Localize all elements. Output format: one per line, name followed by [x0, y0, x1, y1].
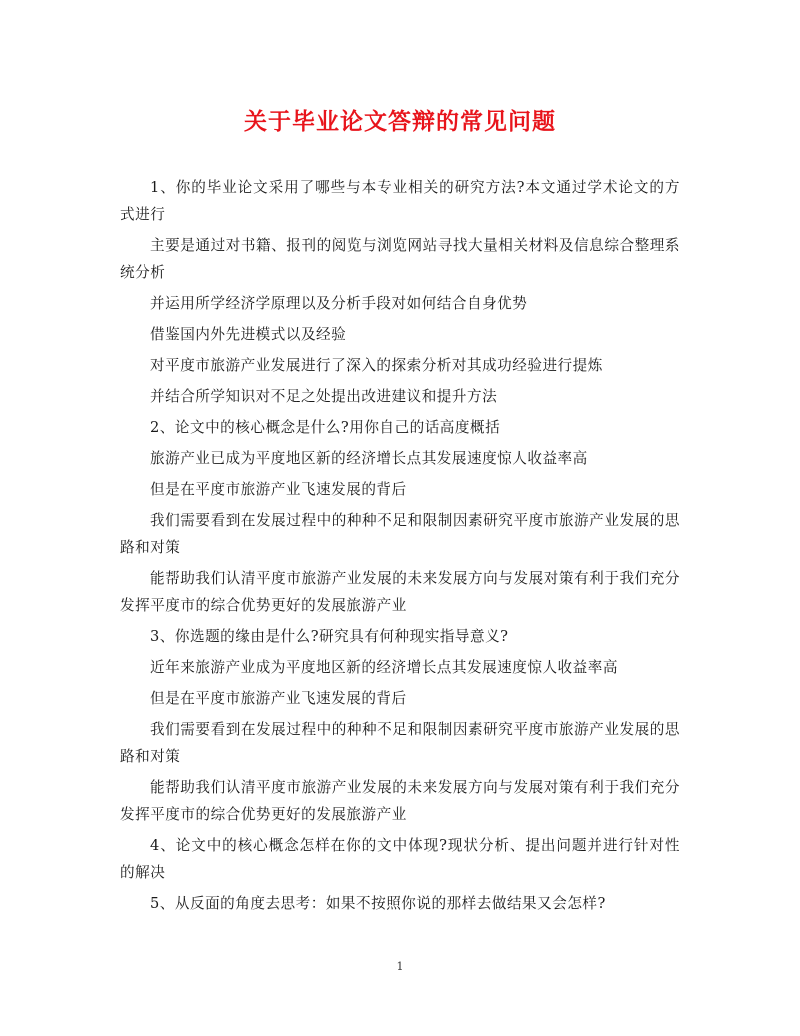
paragraph: 能帮助我们认清平度市旅游产业发展的未来发展方向与发展对策有利于我们充分发挥平度市的综合优势更好的发展旅游产业	[120, 779, 680, 823]
page-number: 1	[396, 960, 404, 973]
paragraph: 对平度市旅游产业发展进行了深入的探索分析对其成功经验进行提炼	[150, 357, 603, 374]
document-title: 关于毕业论文答辩的常见问题	[244, 108, 556, 135]
paragraph: 主要是通过对书籍、报刊的阅览与浏览网站寻找大量相关材料及信息综合整理系统分析	[120, 237, 680, 281]
paragraph: 我们需要看到在发展过程中的种种不足和限制因素研究平度市旅游产业发展的思路和对策	[120, 721, 680, 765]
paragraph: 能帮助我们认清平度市旅游产业发展的未来发展方向与发展对策有利于我们充分发挥平度市的综合优势更好的发展旅游产业	[120, 570, 680, 614]
paragraph: 我们需要看到在发展过程中的种种不足和限制因素研究平度市旅游产业发展的思路和对策	[120, 512, 680, 556]
paragraph: 但是在平度市旅游产业飞速发展的背后	[150, 690, 407, 707]
paragraph: 3、你选题的缘由是什么?研究具有何种现实指导意义?	[150, 628, 509, 645]
paragraph: 4、论文中的核心概念怎样在你的文中体现?现状分析、提出问题并进行针对性的解决	[120, 837, 680, 881]
paragraph: 1、你的毕业论文采用了哪些与本专业相关的研究方法?本文通过学术论文的方式进行	[120, 179, 680, 223]
paragraph: 5、从反面的角度去思考：如果不按照你说的那样去做结果又会怎样?	[150, 895, 606, 912]
paragraph: 并结合所学知识对不足之处提出改进建议和提升方法	[150, 388, 498, 405]
paragraph: 近年来旅游产业成为平度地区新的经济增长点其发展速度惊人收益率高	[150, 659, 618, 676]
paragraph: 并运用所学经济学原理以及分析手段对如何结合自身优势	[150, 295, 528, 312]
paragraph: 旅游产业已成为平度地区新的经济增长点其发展速度惊人收益率高	[150, 450, 588, 467]
paragraph: 2、论文中的核心概念是什么?用你自己的话高度概括	[150, 419, 501, 436]
document-body	[120, 174, 680, 921]
paragraph: 但是在平度市旅游产业飞速发展的背后	[150, 481, 407, 498]
paragraph: 借鉴国内外先进模式以及经验	[150, 326, 347, 343]
